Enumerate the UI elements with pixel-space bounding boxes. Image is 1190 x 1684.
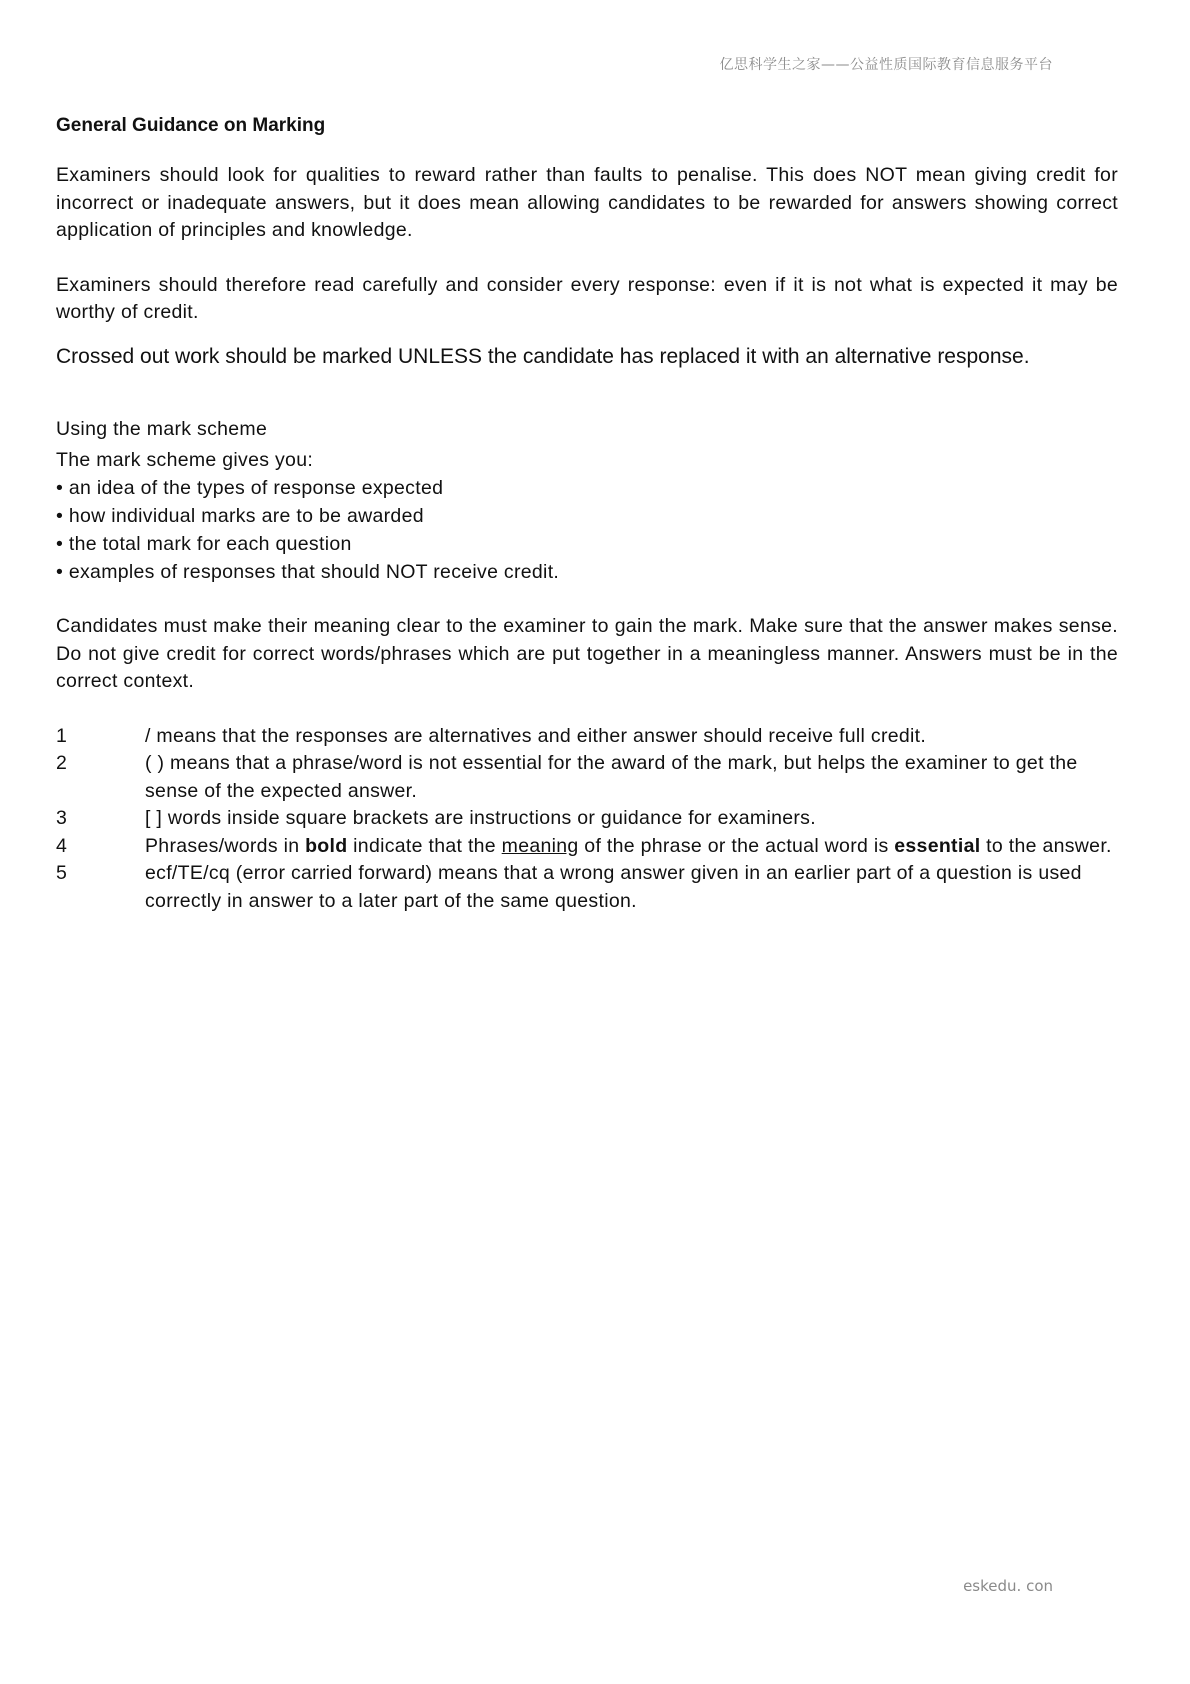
note-item	[56, 805, 1118, 833]
note-text-segment: Phrases/words in	[145, 834, 306, 857]
note-text-segment: of the phrase or the actual word is	[578, 834, 895, 857]
paragraph-reward-qualities: Examiners should look for qualities to reward rather than faults to penalise. This does NOT mean giving credit for incorrect or inadequate answers, but it does mean allowing candidates to be rewarded for answers showing correct application of principles and knowledge.	[56, 164, 1118, 241]
bullet-list	[56, 474, 1118, 586]
bullet-icon: •	[56, 561, 64, 583]
note-text: / means that the responses are alternatives and either answer should receive full credit.	[145, 724, 927, 747]
mark-scheme-section	[56, 415, 1118, 586]
note-item	[56, 860, 1118, 915]
note-number: 3	[56, 807, 68, 829]
paragraph-read-carefully: Examiners should therefore read carefully and consider every response: even if it is not what is expected it may be worthy of credit.	[56, 273, 1118, 323]
page-title: General Guidance on Marking	[56, 115, 326, 136]
paragraph-crossed-out-work: Crossed out work should be marked UNLESS the candidate has replaced it with an alternative response.	[56, 344, 1030, 368]
header-watermark: 亿思科学生之家——公益性质国际教育信息服务平台	[719, 57, 1053, 73]
note-text	[145, 833, 1118, 861]
notes-list	[56, 723, 1118, 916]
list-item-text: how individual marks are to be awarded	[68, 505, 424, 527]
note-number: 1	[56, 724, 68, 747]
note-text-segment: indicate that the	[347, 834, 502, 857]
bullet-icon: •	[56, 505, 64, 527]
footer-site: eskedu. con	[963, 1577, 1053, 1595]
section-intro: The mark scheme gives you:	[56, 449, 314, 471]
bullet-icon: •	[56, 477, 64, 499]
bullet-icon: •	[56, 533, 64, 555]
section-heading: Using the mark scheme	[56, 418, 268, 440]
list-item-text: examples of responses that should NOT receive credit.	[68, 561, 560, 583]
note-item	[56, 750, 1118, 805]
list-item	[56, 530, 1118, 558]
note-number: 4	[56, 834, 68, 857]
list-item	[56, 558, 1118, 586]
note-number: 5	[56, 862, 68, 884]
note-item	[56, 833, 1118, 861]
list-item-text: the total mark for each question	[68, 533, 352, 555]
note-text-segment: to the answer.	[980, 834, 1112, 857]
list-item-text: an idea of the types of response expected	[68, 477, 444, 499]
paragraph-meaning-clear: Candidates must make their meaning clear to the examiner to gain the mark. Make sure that the answer makes sense. Do not give credit for correct words/phrases which are put together in a meaningless manner. Answers must be in the correct context.	[56, 615, 1118, 692]
note-text: ( ) means that a phrase/word is not essential for the award of the mark, but helps the examiner to get the sense of the expected answer.	[145, 752, 1078, 802]
list-item	[56, 474, 1118, 502]
document-body	[56, 112, 1118, 915]
underlined-example: meaning	[501, 834, 579, 857]
list-item	[56, 502, 1118, 530]
note-text: ecf/TE/cq (error carried forward) means that a wrong answer given in an earlier part of a question is used correctly in answer to a later part of the same question.	[145, 862, 1082, 912]
note-number: 2	[56, 752, 68, 774]
bold-essential: essential	[894, 834, 981, 857]
note-text: [ ] words inside square brackets are instructions or guidance for examiners.	[145, 807, 816, 829]
note-item	[56, 723, 1118, 751]
bold-example: bold	[305, 834, 348, 857]
